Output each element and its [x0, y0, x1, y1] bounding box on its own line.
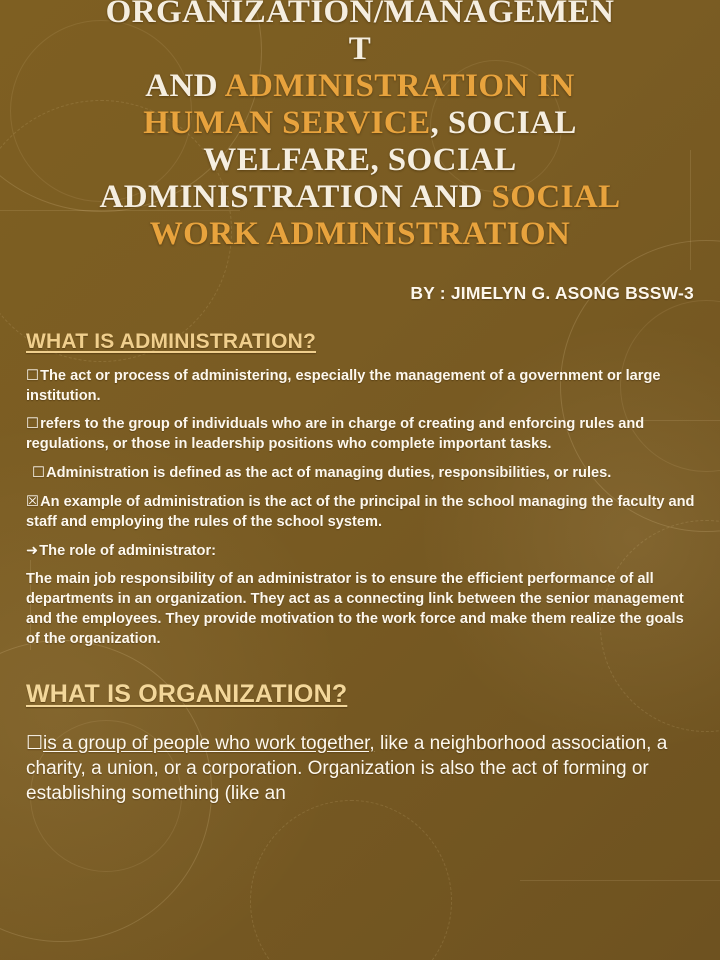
- title-segment: WELFARE, SOCIAL: [203, 141, 517, 178]
- bullet-marker: ➜: [26, 542, 39, 559]
- decorative-line: [520, 880, 720, 881]
- title-segment: HUMAN SERVICE: [143, 104, 431, 141]
- title-segment: T: [348, 30, 372, 67]
- title-segment: AND: [410, 178, 483, 215]
- administrator-role-paragraph: The main job responsibility of an administrator is to ensure the efficient performance of all departments in an organization. They act as a connecting link between the senior management and the employees. They provide motivation to the work force and make them realize the goals of the organization.: [26, 571, 684, 647]
- slide-body: [0, 330, 720, 807]
- bullet-marker: ☐: [26, 367, 40, 384]
- bullet-marker: ☐: [26, 732, 44, 754]
- title-segment: , SOCIAL: [430, 104, 577, 141]
- title-segment: SOCIAL: [491, 178, 621, 215]
- bullet-marker: ☐: [32, 465, 46, 482]
- section-heading-organization: WHAT IS ORGANIZATION?: [26, 679, 348, 708]
- bullet-text: The role of administrator:: [39, 542, 216, 559]
- organization-paragraph: [26, 731, 698, 807]
- organization-underlined-text: is a group of people who work together,: [43, 732, 375, 754]
- bullet-item: [26, 493, 698, 533]
- title-segment: ADMINISTRATION IN: [224, 67, 575, 104]
- bullet-item: [26, 464, 698, 484]
- decorative-ring: [250, 800, 452, 960]
- bullet-text: The act or process of administering, especially the management of a government or large institution.: [26, 367, 661, 404]
- title-segment: ORGANIZATION/MANAGEMEN: [105, 0, 615, 30]
- bullet-marker: ☒: [26, 493, 40, 510]
- author-byline: BY : JIMELYN G. ASONG BSSW-3: [410, 282, 694, 303]
- bullet-text: Administration is defined as the act of managing duties, responsibilities, or rules.: [46, 465, 612, 482]
- organization-rest-text: like a neighborhood association, a charity, a union, or a corporation. Organization is also the act of forming or establishing something (like an: [26, 732, 668, 805]
- bullet-item: [26, 542, 698, 562]
- slide-title: [0, 0, 720, 253]
- bullet-item: [26, 415, 698, 455]
- bullet-marker: ☐: [26, 416, 40, 433]
- title-segment: ADMINISTRATION: [99, 178, 404, 215]
- title-segment: AND: [145, 67, 218, 104]
- section-heading-administration: WHAT IS ADMINISTRATION?: [26, 329, 317, 353]
- bullet-text: An example of administration is the act of the principal in the school managing the faculty and staff and employing the rules of the school system.: [26, 493, 695, 530]
- title-segment: WORK ADMINISTRATION: [149, 215, 571, 252]
- bullet-item: [26, 367, 698, 407]
- bullet-text: refers to the group of individuals who are in charge of creating and enforcing rules and regulations, or those in leadership positions who complete important tasks.: [26, 416, 645, 453]
